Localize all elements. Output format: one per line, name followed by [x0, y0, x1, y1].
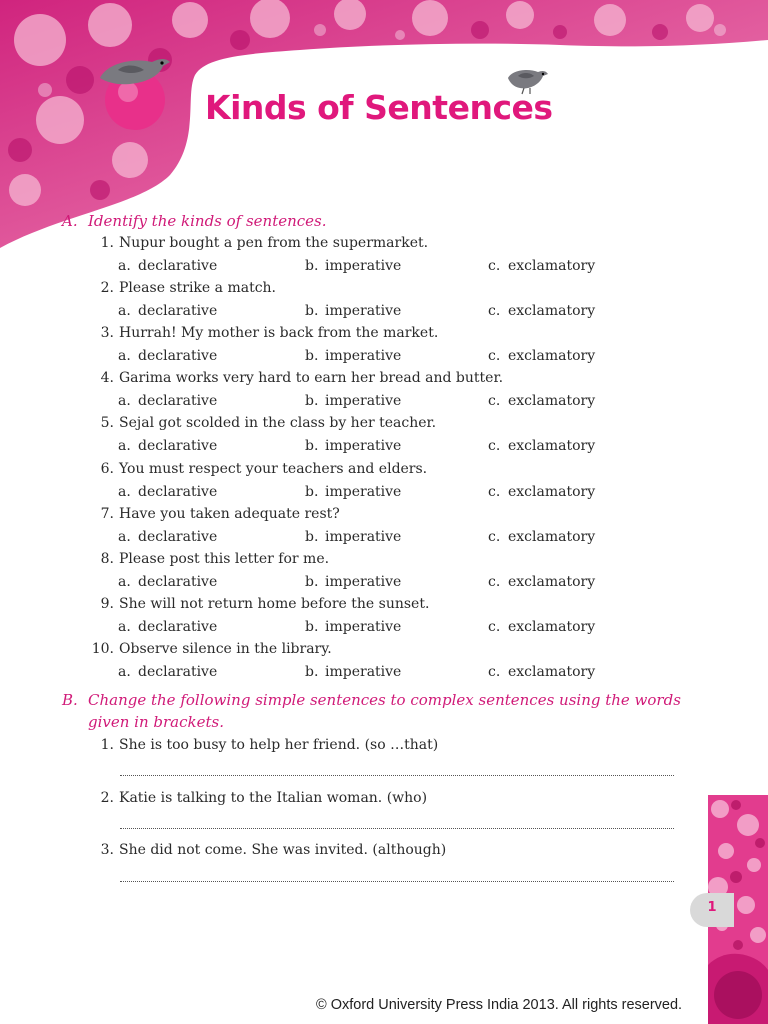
option-letter: a.	[118, 393, 131, 409]
option-letter: b.	[305, 529, 319, 545]
option-letter: a.	[118, 438, 131, 454]
option-label: exclamatory	[508, 258, 596, 274]
question-number: 10.	[91, 641, 114, 657]
option-label: declarative	[138, 619, 218, 635]
option-letter: c.	[488, 348, 501, 364]
question-number: 1.	[100, 235, 114, 251]
option-label: exclamatory	[508, 619, 596, 635]
option-letter: b.	[305, 303, 319, 319]
option-letter: b.	[305, 258, 319, 274]
option-letter: a.	[118, 574, 131, 590]
option-label: declarative	[138, 258, 218, 274]
option-a[interactable]	[118, 574, 217, 590]
copyright-footer: © Oxford University Press India 2013. All rights reserved.	[316, 997, 683, 1013]
option-label: declarative	[138, 574, 218, 590]
question-text: Have you taken adequate rest?	[119, 506, 340, 522]
option-c[interactable]	[488, 303, 595, 319]
option-c[interactable]	[488, 619, 595, 635]
answer-line-2[interactable]	[120, 828, 674, 829]
option-label: declarative	[138, 484, 218, 500]
option-c[interactable]	[488, 258, 595, 274]
option-label: imperative	[325, 258, 402, 274]
question-text: Observe silence in the library.	[119, 641, 332, 657]
option-letter: a.	[118, 619, 131, 635]
section-a-instruction: Identify the kinds of sentences.	[88, 212, 327, 230]
option-b[interactable]	[305, 664, 401, 680]
section-b-letter: B.	[62, 691, 78, 709]
section-b-heading-line2: given in brackets.	[88, 713, 224, 731]
option-letter: b.	[305, 438, 319, 454]
option-a[interactable]	[118, 529, 217, 545]
option-b[interactable]	[305, 484, 401, 500]
option-label: exclamatory	[508, 484, 596, 500]
question-text: She will not return home before the sunset.	[119, 596, 430, 612]
option-label: exclamatory	[508, 529, 596, 545]
question-text: Please strike a match.	[119, 280, 277, 296]
question-text: Garima works very hard to earn her bread and butter.	[119, 370, 504, 386]
option-a[interactable]	[118, 258, 217, 274]
option-a[interactable]	[118, 664, 217, 680]
option-letter: b.	[305, 664, 319, 680]
question-number: 2.	[100, 280, 114, 296]
option-letter: c.	[488, 303, 501, 319]
option-letter: b.	[305, 574, 319, 590]
option-label: imperative	[325, 619, 402, 635]
option-label: declarative	[138, 393, 218, 409]
option-label: declarative	[138, 529, 218, 545]
option-letter: a.	[118, 303, 131, 319]
option-label: declarative	[138, 438, 218, 454]
option-letter: c.	[488, 393, 501, 409]
option-a[interactable]	[118, 393, 217, 409]
option-b[interactable]	[305, 619, 401, 635]
option-a[interactable]	[118, 303, 217, 319]
question-text: Nupur bought a pen from the supermarket.	[119, 235, 429, 251]
question-text: You must respect your teachers and elders.	[119, 461, 428, 477]
option-b[interactable]	[305, 438, 401, 454]
option-b[interactable]	[305, 348, 401, 364]
option-letter: b.	[305, 393, 319, 409]
section-b-heading	[62, 691, 681, 709]
option-b[interactable]	[305, 303, 401, 319]
option-letter: c.	[488, 258, 501, 274]
option-label: exclamatory	[508, 574, 596, 590]
option-letter: c.	[488, 484, 501, 500]
question-text: Sejal got scolded in the class by her teacher.	[119, 415, 437, 431]
option-c[interactable]	[488, 574, 595, 590]
option-label: exclamatory	[508, 664, 596, 680]
option-c[interactable]	[488, 529, 595, 545]
option-a[interactable]	[118, 484, 217, 500]
option-a[interactable]	[118, 438, 217, 454]
option-c[interactable]	[488, 664, 595, 680]
option-letter: c.	[488, 574, 501, 590]
option-letter: a.	[118, 258, 131, 274]
option-label: exclamatory	[508, 438, 596, 454]
option-c[interactable]	[488, 438, 595, 454]
option-label: imperative	[325, 664, 402, 680]
option-letter: b.	[305, 348, 319, 364]
answer-line-3[interactable]	[120, 881, 674, 882]
option-label: imperative	[325, 438, 402, 454]
section-a-letter: A.	[62, 212, 78, 230]
option-label: imperative	[325, 484, 402, 500]
option-letter: c.	[488, 438, 501, 454]
option-c[interactable]	[488, 348, 595, 364]
question-number: 5.	[100, 415, 114, 431]
option-letter: b.	[305, 484, 319, 500]
question-number: 4.	[100, 370, 114, 386]
section-b-instruction-line1: Change the following simple sentences to complex sentences using the words	[88, 691, 681, 709]
question-number: 6.	[100, 461, 114, 477]
option-label: imperative	[325, 348, 402, 364]
section-a-heading	[62, 212, 327, 230]
option-c[interactable]	[488, 484, 595, 500]
option-letter: c.	[488, 529, 501, 545]
option-c[interactable]	[488, 393, 595, 409]
option-label: imperative	[325, 529, 402, 545]
option-label: imperative	[325, 574, 402, 590]
option-letter: a.	[118, 348, 131, 364]
question-text: Hurrah! My mother is back from the market.	[119, 325, 439, 341]
option-b[interactable]	[305, 258, 401, 274]
question-number: 3.	[100, 325, 114, 341]
option-letter: c.	[488, 664, 501, 680]
option-a[interactable]	[118, 348, 217, 364]
question-number: 7.	[100, 506, 114, 522]
question-number: 9.	[100, 596, 114, 612]
option-label: declarative	[138, 303, 218, 319]
option-b[interactable]	[305, 574, 401, 590]
option-letter: a.	[118, 529, 131, 545]
option-label: imperative	[325, 393, 402, 409]
option-label: imperative	[325, 303, 402, 319]
option-letter: a.	[118, 664, 131, 680]
option-letter: a.	[118, 484, 131, 500]
option-letter: c.	[488, 619, 501, 635]
option-label: declarative	[138, 348, 218, 364]
option-label: declarative	[138, 664, 218, 680]
option-b[interactable]	[305, 393, 401, 409]
page-number-badge	[690, 893, 734, 927]
page-title: Kinds of Sentences	[205, 88, 553, 127]
option-label: exclamatory	[508, 393, 596, 409]
question-text: Please post this letter for me.	[119, 551, 330, 567]
option-label: exclamatory	[508, 348, 596, 364]
option-letter: b.	[305, 619, 319, 635]
option-label: exclamatory	[508, 303, 596, 319]
option-a[interactable]	[118, 619, 217, 635]
option-b[interactable]	[305, 529, 401, 545]
question-number: 8.	[100, 551, 114, 567]
page-number: 1	[707, 900, 717, 915]
answer-line-1[interactable]	[120, 775, 674, 776]
